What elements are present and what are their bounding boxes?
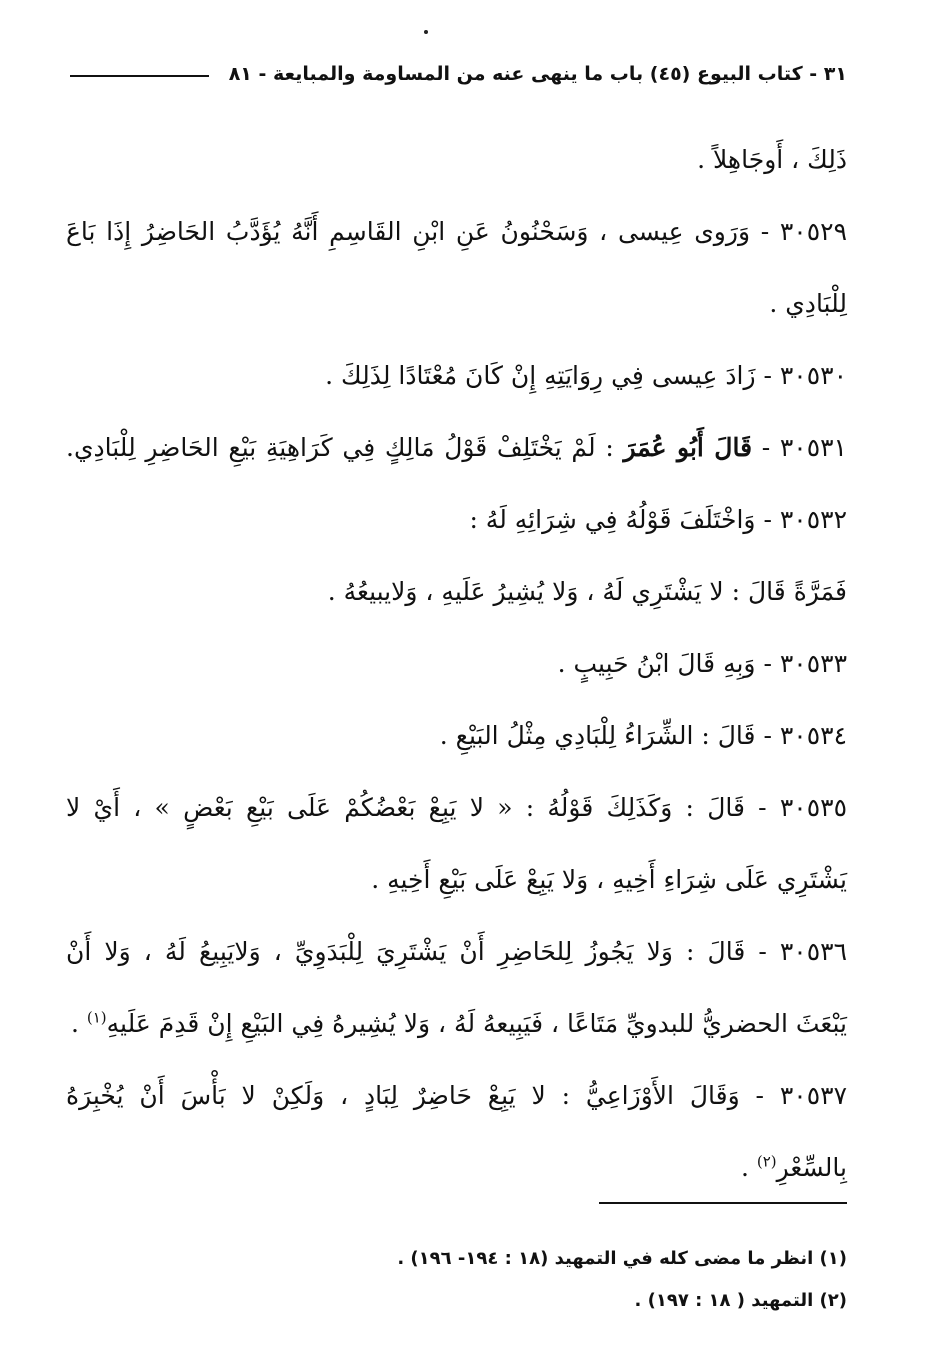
paragraph-30529	[66, 196, 847, 268]
paragraph-30530	[66, 340, 847, 412]
line-text: وَقَالَ الأَوْزَاعِيُّ : لا يَبِعْ حَاضِرٌ لِبَادٍ ، وَلَكِنْ لا بَأْسَ أَنْ يُخْبِرَهُ	[66, 1081, 740, 1110]
line-text: وَبِهِ قَالَ ابْنُ حَبِيبٍ .	[557, 649, 756, 678]
paragraph-number: ٣٠٥٢٩ -	[750, 217, 847, 246]
line-text: قَالَ : الشِّرَاءُ لِلْبَادِي مِثْلُ البَيْعِ .	[439, 721, 756, 750]
header-title: ٣١ - كتاب البيوع (٤٥) باب ما ينهى عنه من المساومة والمبايعة - ٨١	[228, 63, 847, 85]
footnote-1: (١) انظر ما مضى كله في التمهيد (١٨ : ١٩٤- ١٩٦) .	[397, 1248, 847, 1269]
paragraph-number: ٣٠٥٣٠ -	[755, 361, 847, 390]
paragraph-30534	[66, 700, 847, 772]
text-line	[66, 1132, 847, 1204]
running-header	[70, 54, 847, 94]
text-line	[66, 268, 847, 340]
footnote-ref-1[interactable]: (١)	[86, 1008, 107, 1027]
text-line	[66, 556, 847, 628]
main-text	[66, 124, 847, 1204]
text-line	[66, 124, 847, 196]
line-text: بِالسِّعْرِ	[776, 1153, 847, 1182]
paragraph-number: ٣٠٥٣٤ -	[755, 721, 847, 750]
paragraph-30531	[66, 412, 847, 484]
text-line	[66, 844, 847, 916]
paragraph-number: ٣٠٥٣٧ -	[739, 1081, 847, 1110]
line-text: زَادَ عِيسى فِي رِوَايَتِهِ إِنْ كَانَ مُعْتَادًا لِذَلِكَ .	[325, 361, 756, 390]
header-rule	[70, 75, 209, 77]
footnotes	[66, 1238, 847, 1322]
paragraph-number: ٣٠٥٣١ -	[752, 433, 847, 462]
footnote-ref-2[interactable]: (٢)	[756, 1152, 777, 1171]
paragraph-number: ٣٠٥٣٣ -	[755, 649, 847, 678]
speaker-name: قَالَ أَبُو عُمَرَ	[623, 433, 753, 462]
paragraph-30535	[66, 772, 847, 844]
line-text: قَالَ : وَكَذَلِكَ قَوْلُهُ : « لا يَبِعْ بَعْضُكُمْ عَلَى بَيْعِ بَعْضٍ » ، أَيْ لا	[66, 793, 745, 822]
text-line	[66, 988, 847, 1060]
paragraph-number: ٣٠٥٣٥ -	[744, 793, 847, 822]
line-text: لِلْبَادِي .	[769, 289, 847, 318]
footnote-2: (٢) التمهيد ( ١٨ : ١٩٧) .	[634, 1290, 847, 1311]
line-text: وَاخْتَلَفَ قَوْلُهُ فِي شِرَائِهِ لَهُ :	[469, 505, 756, 534]
line-text: قَالَ : وَلا يَجُوزُ لِلحَاضِرِ أَنْ يَشْتَرِيَ لِلْبَدَوِيِّ ، وَلايَبِيعُ لَهُ ، وَلا أَنْ	[66, 937, 746, 966]
line-tail: .	[740, 1153, 757, 1182]
line-text: يَبْعَثَ الحضريُّ للبدويِّ مَتَاعًا ، فَيَبِيعهُ لَهُ ، وَلا يُشِيرهُ فِي البَيْعِ إِنْ قَدِمَ عَلَيهِ	[106, 1009, 847, 1038]
paragraph-30536	[66, 916, 847, 988]
line-text: يَشْتَرِي عَلَى شِرَاءِ أَخِيهِ ، وَلا يَبِعْ عَلَى بَيْعِ أَخِيهِ .	[371, 865, 847, 894]
page-mark	[424, 30, 428, 34]
paragraph-30532	[66, 484, 847, 556]
line-text: ذَلِكَ ، أَوجَاهِلاً .	[697, 145, 847, 174]
line-text: : لَمْ يَخْتَلِفْ قَوْلُ مَالِكٍ فِي كَرَاهِيَةِ بَيْعِ الحَاضِرِ لِلْبَادِي.	[66, 433, 614, 462]
paragraph-30533	[66, 628, 847, 700]
line-tail: .	[70, 1009, 87, 1038]
paragraph-number: ٣٠٥٣٦ -	[745, 937, 848, 966]
paragraph-number: ٣٠٥٣٢ -	[755, 505, 847, 534]
line-text: فَمَرَّةً قَالَ : لا يَشْتَرِي لَهُ ، وَلا يُشِيرُ عَلَيهِ ، وَلايبيعُهُ .	[327, 577, 847, 606]
line-text: وَرَوى عِيسى ، وَسَحْنُونُ عَنِ ابْنِ القَاسِمِ أَنَّهُ يُؤَدَّبُ الحَاضِرُ إِذَا بَاعَ	[66, 217, 751, 246]
paragraph-30537	[66, 1060, 847, 1132]
footnote-separator	[599, 1202, 847, 1204]
